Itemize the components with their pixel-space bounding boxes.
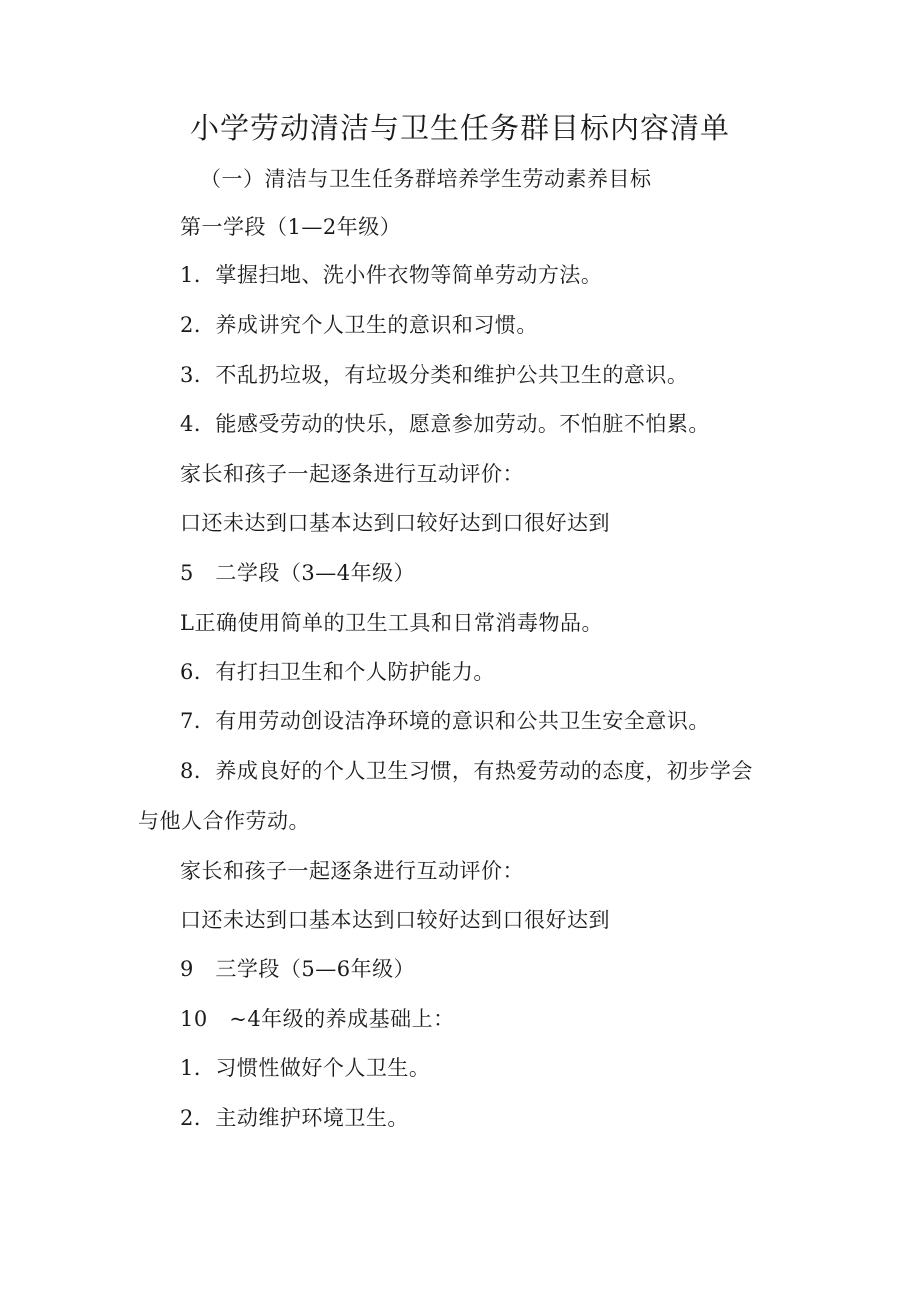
list-item: 4．能感受劳动的快乐，愿意参加劳动。不怕脏不怕累。 [180,412,710,436]
stage-heading-3: 9 三学段（5—6年级） [180,957,416,981]
document-title: 小学劳动清洁与卫生任务群目标内容清单 [189,111,730,145]
list-item: 3．不乱扔垃圾，有垃圾分类和维护公共卫生的意识。 [180,363,689,387]
list-item: 1．掌握扫地、洗小件衣物等简单劳动方法。 [180,263,603,287]
list-item: L正确使用简单的卫生工具和日常消毒物品。 [180,611,603,635]
section-heading: （一）清洁与卫生任务群培养学生劳动素养目标 [200,167,652,191]
list-item: 8．养成良好的个人卫生习惯，有热爱劳动的态度，初步学会 [180,759,753,783]
list-item: 2．主动维护环境卫生。 [180,1106,409,1130]
evaluation-options: 口还未达到口基本达到口较好达到口很好达到 [180,908,610,932]
list-item: 6．有打扫卫生和个人防护能力。 [180,660,495,684]
stage-heading-1: 第一学段（1—2年级） [180,215,402,239]
evaluation-prompt: 家长和孩子一起逐条进行互动评价： [180,859,524,883]
list-item: 2．养成讲究个人卫生的意识和习惯。 [180,313,538,337]
evaluation-options: 口还未达到口基本达到口较好达到口很好达到 [180,511,610,535]
stage-heading-2: 5 二学段（3—4年级） [180,561,416,585]
list-item: 7．有用劳动创设洁净环境的意识和公共卫生安全意识。 [180,709,710,733]
stage-intro: 10 ~4年级的养成基础上： [180,1007,455,1031]
evaluation-prompt: 家长和孩子一起逐条进行互动评价： [180,462,524,486]
list-item-continuation: 与他人合作劳动。 [138,809,310,833]
list-item: 1．习惯性做好个人卫生。 [180,1056,431,1080]
